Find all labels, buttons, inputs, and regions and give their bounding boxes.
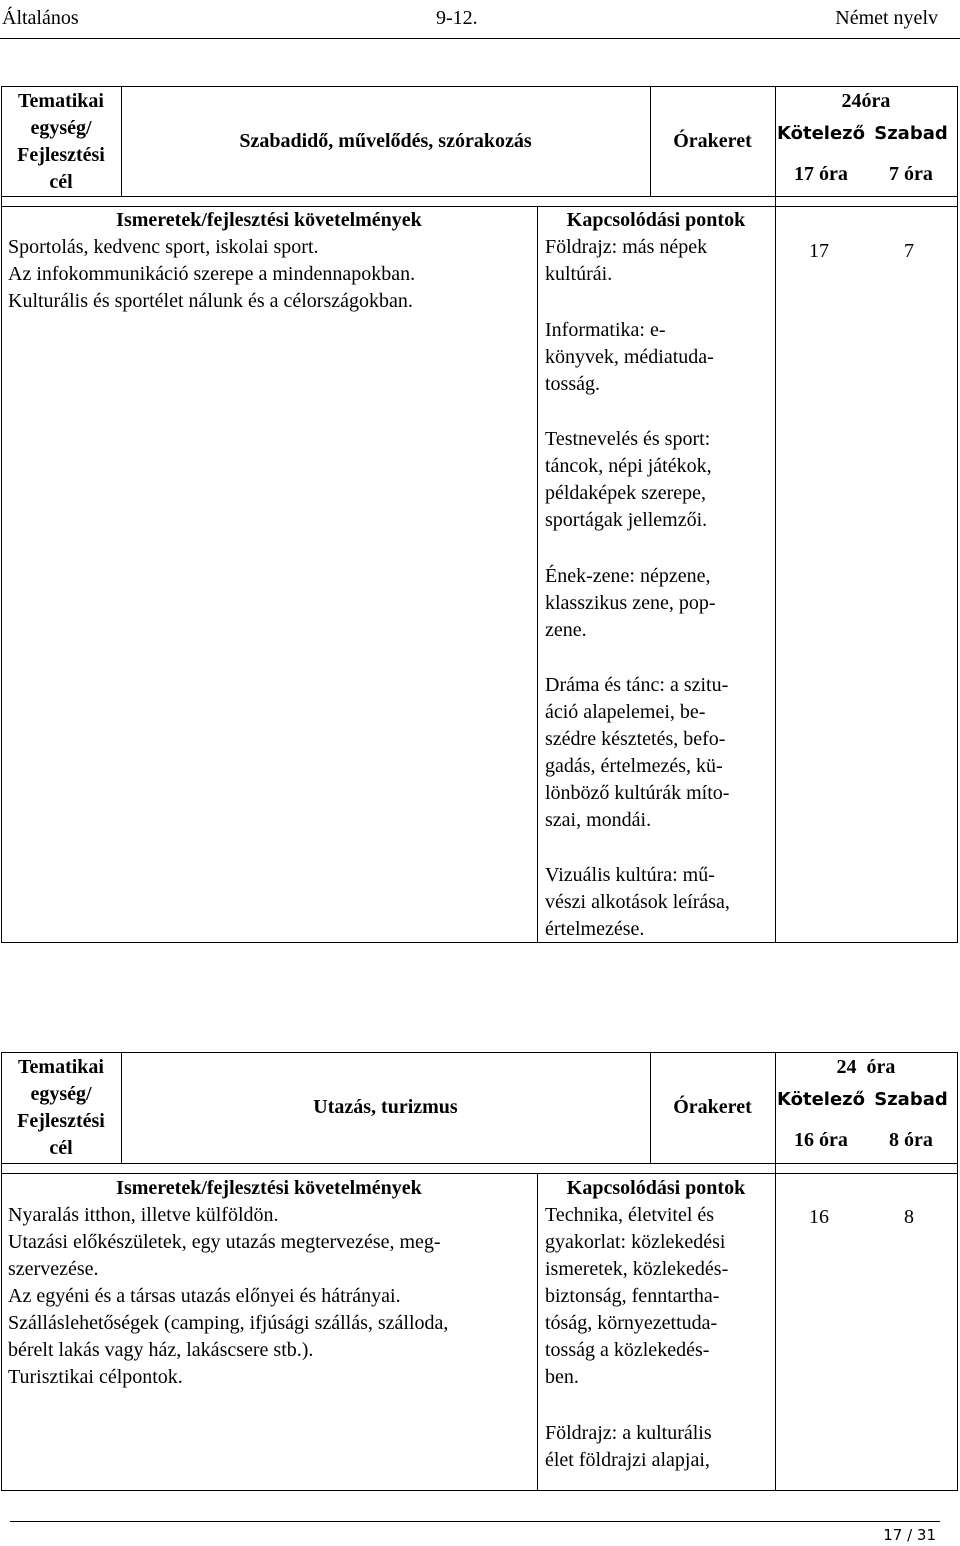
free-label: Szabad [874,123,948,144]
list-item: Utazási előkészületek, egy utazás megtervezése, meg- [8,1231,441,1253]
free-label: Szabad [874,1089,948,1110]
requirements-header: Ismeretek/fejlesztési követelmények [116,209,422,231]
requirements-list [8,1202,448,1391]
orakeret-label: Órakeret [673,1096,752,1118]
free-value: 7 [904,240,914,262]
free-hours: 8 óra [889,1129,933,1151]
page-header-left: Általános [2,7,79,29]
connections-list: Földrajz: más népek kultúrái. [545,236,708,285]
unit-title: Utazás, turizmus [313,1096,458,1118]
page-number: 17 / 31 [883,1526,936,1544]
unit-label: Tematikai egység/ Fejlesztési cél [17,1056,105,1159]
list-item: Kulturális és sportélet nálunk és a célországokban. [8,290,413,312]
list-item: Szálláslehetőségek (camping, ifjúsági szállás, szálloda, [8,1312,449,1334]
footer-rule [10,1521,940,1522]
connections-list: Technika, életvitel és gyakorlat: közlekedési ismeretek, közlekedés- biztonság, fenntartha- tóság, környezettuda- tosság a közlekedés- ben. [545,1204,729,1388]
header-rule [0,38,960,39]
mandatory-value: 16 [809,1206,829,1228]
list-item: szervezése. [8,1258,99,1280]
orakeret-label: Órakeret [673,130,752,152]
list-item: Az infokommunikáció szerepe a mindennapokban. [8,263,416,285]
total-hours: 24 óra [836,1056,896,1078]
list-item: Sportolás, kedvenc sport, iskolai sport. [8,236,319,258]
connections-header: Kapcsolódási pontok [566,209,746,231]
requirements-list [8,234,415,315]
mandatory-hours: 17 óra [794,163,848,185]
mandatory-label: Kötelező [776,1089,866,1110]
list-item: Turisztikai célpontok. [8,1366,183,1388]
mandatory-label: Kötelező [776,123,866,144]
free-hours: 7 óra [889,163,933,185]
total-hours: 24óra [841,90,891,112]
connections-header: Kapcsolódási pontok [566,1177,746,1199]
unit-label: Tematikai egység/ Fejlesztési cél [17,90,105,193]
mandatory-hours: 16 óra [794,1129,848,1151]
page-header-center: 9-12. [436,7,478,29]
requirements-header: Ismeretek/fejlesztési követelmények [116,1177,422,1199]
list-item: Az egyéni és a társas utazás előnyei és hátrányai. [8,1285,401,1307]
mandatory-value: 17 [809,240,829,262]
unit-title: Szabadidő, művelődés, szórakozás [239,130,532,152]
page-header-right: Német nyelv [835,7,938,29]
free-value: 8 [904,1206,914,1228]
list-item: Nyaralás itthon, illetve külföldön. [8,1204,279,1226]
list-item: bérelt lakás vagy ház, lakáscsere stb.). [8,1339,314,1361]
